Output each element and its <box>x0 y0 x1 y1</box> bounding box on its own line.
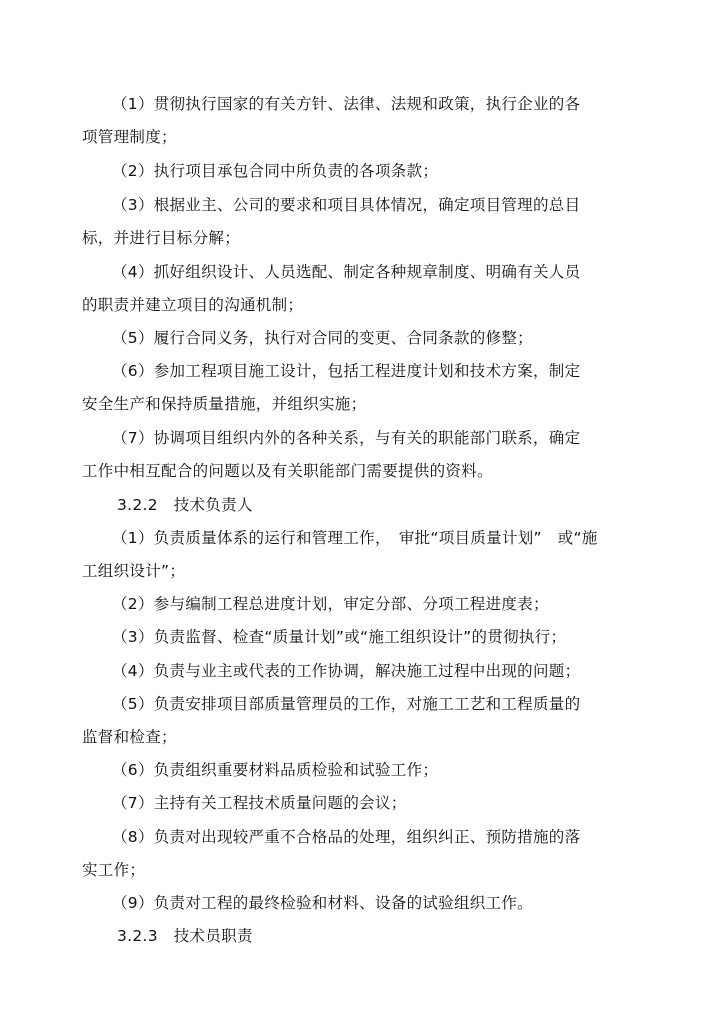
paragraph-5-line-1: （5）履行合同义务，执行对合同的变更、合同条款的修整； <box>112 329 533 347</box>
tech-lead-item-5-line-1: （5）负责安排项目部质量管理员的工作，对施工工艺和工程质量的 <box>112 695 581 713</box>
tech-lead-item-2: （2）参与编制工程总进度计划，审定分部、分项工程进度表； <box>112 595 549 613</box>
paragraph-1-line-2: 项管理制度； <box>82 128 177 146</box>
tech-lead-item-7: （7）主持有关工程技术质量问题的会议； <box>112 794 407 812</box>
tech-lead-item-6: （6）负责组织重要材料品质检验和试验工作； <box>112 761 439 779</box>
tech-lead-item-9: （9）负责对工程的最终检验和材料、设备的试验组织工作。 <box>112 894 533 912</box>
paragraph-3-line-1: （3）根据业主、公司的要求和项目具体情况，确定项目管理的总目 <box>112 196 581 214</box>
paragraph-6-line-2: 安全生产和保持质量措施，并组织实施； <box>82 395 367 413</box>
section-heading-3-2-3: 3.2.3 技术员职责 <box>117 927 253 945</box>
section-heading-3-2-2: 3.2.2 技术负责人 <box>117 496 253 514</box>
tech-lead-item-5-line-2: 监督和检查； <box>82 728 177 746</box>
paragraph-3-line-2: 标，并进行目标分解； <box>82 229 241 247</box>
tech-lead-item-1-line-1: （1）负责质量体系的运行和管理工作， 审批“项目质量计划” 或“施 <box>112 529 598 547</box>
paragraph-7-line-2: 工作中相互配合的问题以及有关职能部门需要提供的资料。 <box>82 462 493 480</box>
paragraph-7-line-1: （7）协调项目组织内外的各种关系，与有关的职能部门联系，确定 <box>112 429 581 447</box>
paragraph-4-line-1: （4）抓好组织设计、人员选配、制定各种规章制度、明确有关人员 <box>112 263 581 281</box>
paragraph-1-line-1: （1）贯彻执行国家的有关方针、法律、法规和政策，执行企业的各 <box>112 95 581 113</box>
tech-lead-item-3: （3）负责监督、检查“质量计划”或“施工组织设计”的贯彻执行； <box>112 628 567 646</box>
tech-lead-item-8-line-2: 实工作； <box>82 861 146 879</box>
paragraph-6-line-1: （6）参加工程项目施工设计，包括工程进度计划和技术方案，制定 <box>112 362 581 380</box>
tech-lead-item-4: （4）负责与业主或代表的工作协调，解决施工过程中出现的问题； <box>112 662 581 680</box>
paragraph-4-line-2: 的职责并建立项目的沟通机制； <box>82 296 304 314</box>
tech-lead-item-1-line-2: 工组织设计”； <box>82 562 186 580</box>
tech-lead-item-8-line-1: （8）负责对出现较严重不合格品的处理，组织纠正、预防措施的落 <box>112 828 581 846</box>
paragraph-2-line-1: （2）执行项目承包合同中所负责的各项条款； <box>112 162 439 180</box>
